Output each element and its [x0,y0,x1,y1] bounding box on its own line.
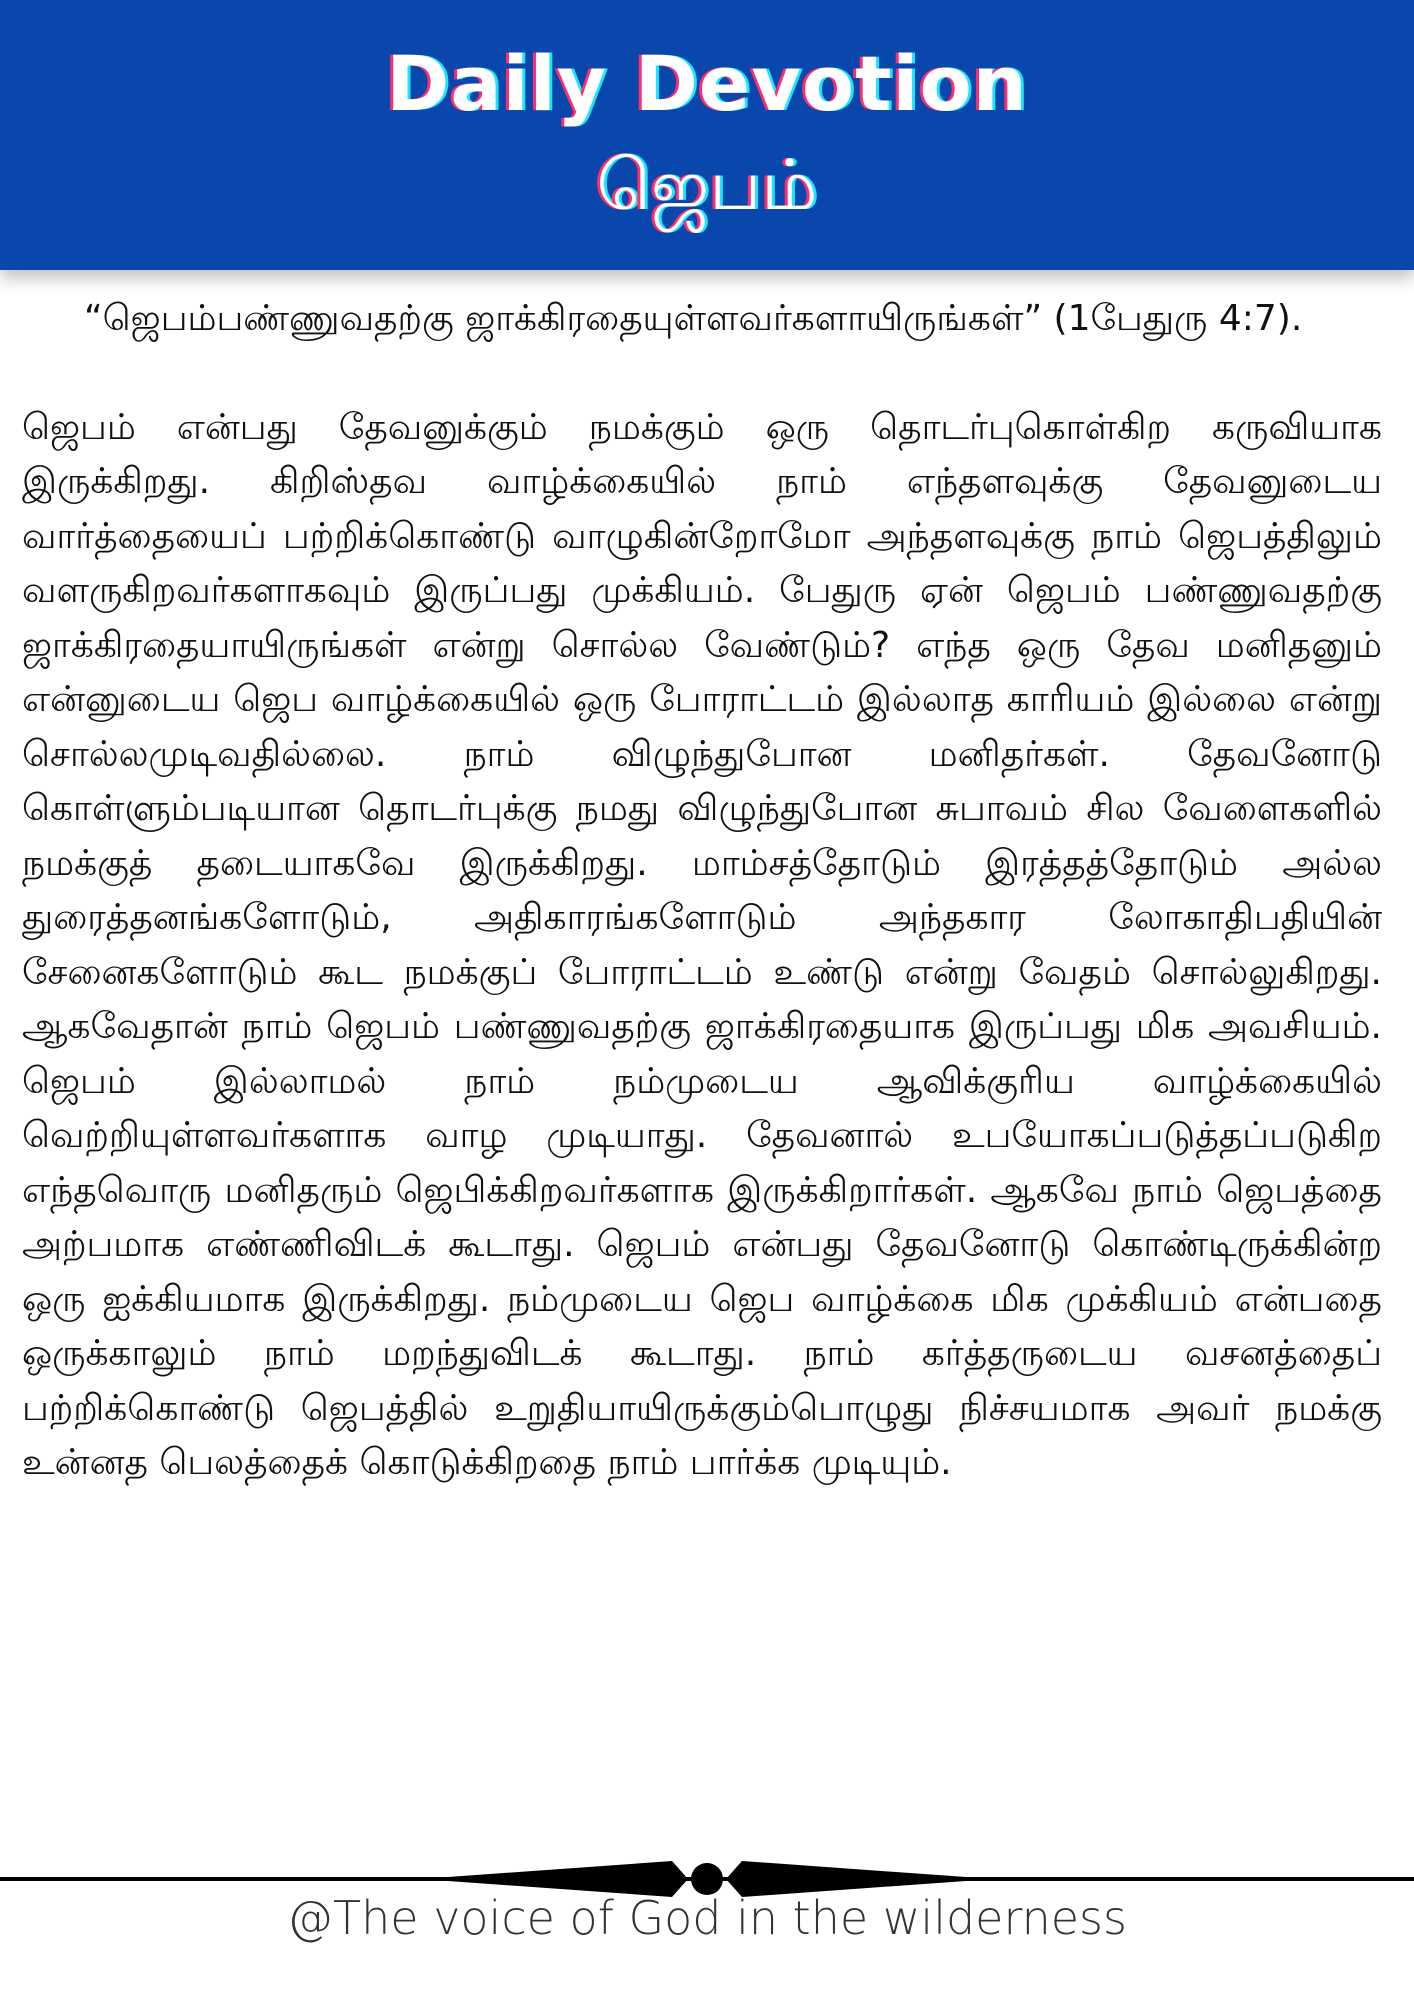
header-banner [0,0,1414,270]
page-title: Daily Devotion [386,39,1028,128]
devotion-paragraph: ஜெபம் என்பது தேவனுக்கும் நமக்கும் ஒரு தொடர்புகொள்கிற கருவியாக இருக்கிறது. கிறிஸ்தவ வாழ்க்கையில் நாம் எந்தளவுக்கு தேவனுடைய வார்த்தையைப் பற்றிக்கொண்டு வாழுகின்றோமோ அந்தளவுக்கு நாம் ஜெபத்திலும் வளருகிறவர்களாகவும் இருப்பது முக்கியம். பேதுரு ஏன் ஜெபம் பண்ணுவதற்கு ஜாக்கிரதையாயிருங்கள் என்று சொல்ல வேண்டும்? எந்த ஒரு தேவ மனிதனும் என்னுடைய ஜெப வாழ்க்கையில் ஒரு போராட்டம் இல்லாத காரியம் இல்லை என்று சொல்லமுடிவதில்லை. நாம் விழுந்துபோன மனிதர்கள். தேவனோடு கொள்ளும்படியான தொடர்புக்கு நமது விழுந்துபோன சுபாவம் சில வேளைகளில் நமக்குத் தடையாகவே இருக்கிறது. மாம்சத்தோடும் இரத்தத்தோடும் அல்ல துரைத்தனங்களோடும், அதிகாரங்களோடும் அந்தகார லோகாதிபதியின் சேனைகளோடும் கூட நமக்குப் போராட்டம் உண்டு என்று வேதம் சொல்லுகிறது. ஆகவேதான் நாம் ஜெபம் பண்ணுவதற்கு ஜாக்கிரதையாக இருப்பது மிக அவசியம். ஜெபம் இல்லாமல் நாம் நம்முடைய ஆவிக்குரிய வாழ்க்கையில் வெற்றியுள்ளவர்களாக வாழ முடியாது. தேவனால் உபயோகப்படுத்தப்படுகிற எந்தவொரு மனிதரும் ஜெபிக்கிறவர்களாக இருக்கிறார்கள். ஆகவே நாம் ஜெபத்தை அற்பமாக எண்ணிவிடக் கூடாது. ஜெபம் என்பது தேவனோடு கொண்டிருக்கின்ற ஒரு ஐக்கியமாக இருக்கிறது. நம்முடைய ஜெப வாழ்க்கை மிக முக்கியம் என்பதை ஒருக்காலும் நாம் மறந்துவிடக் கூடாது. நாம் கர்த்தருடைய வசனத்தைப் பற்றிக்கொண்டு ஜெபத்தில் உறுதியாயிருக்கும்பொழுது நிச்சயமாக அவர் நமக்கு உன்னத பெலத்தைக் கொடுக்கிறதை நாம் பார்க்க முடியும். [22,406,1382,1483]
page-subtitle: ஜெபம் [596,144,818,226]
scripture-verse: “ஜெபம்பண்ணுவதற்கு ஜாக்கிரதையுள்ளவர்களாயிருங்கள்” (1பேதுரு 4:7). [84,298,1303,339]
footer-credit: @The voice of God in the wilderness [287,1891,1127,1945]
devotion-body [22,292,1382,1491]
